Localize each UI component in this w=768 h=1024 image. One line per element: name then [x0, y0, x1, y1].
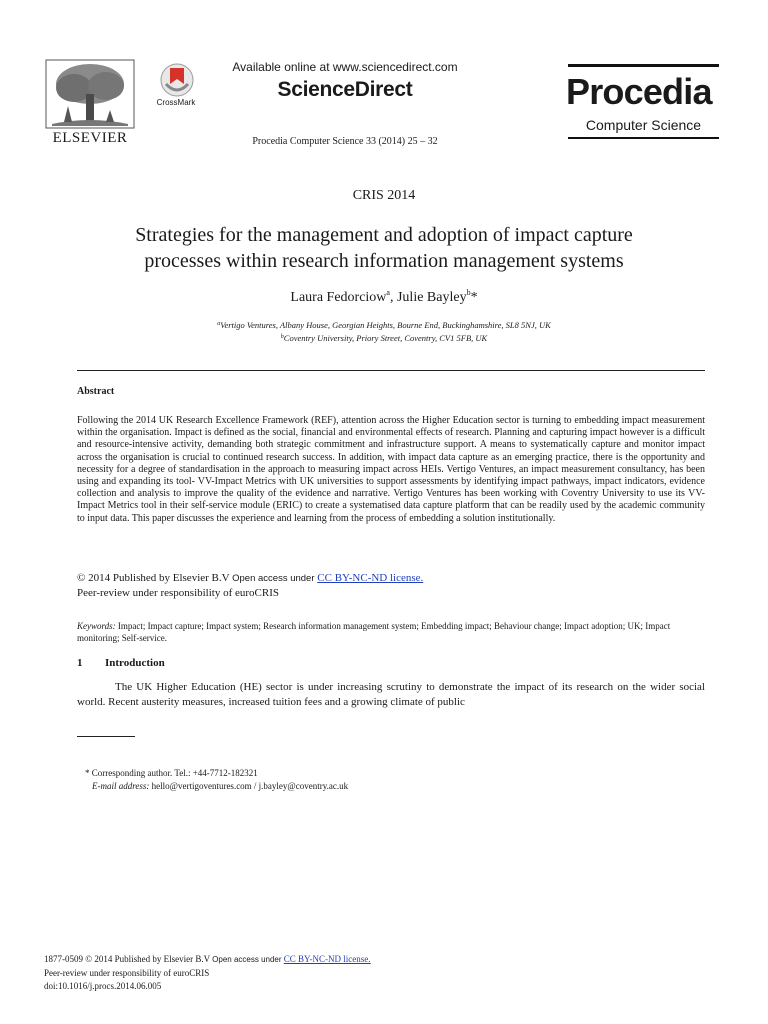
bottom-license-link[interactable]: CC BY-NC-ND license.	[283, 954, 371, 964]
available-online-text: Available online at www.sciencedirect.com	[232, 60, 458, 74]
footnote-email	[92, 781, 348, 791]
author-1-affiliation-mark: a	[386, 288, 390, 297]
section-heading-introduction	[77, 657, 165, 669]
license-link[interactable]: CC BY-NC-ND license.	[317, 572, 424, 584]
email-addresses[interactable]: hello@vertigoventures.com / j.bayley@coventry.ac.uk	[149, 781, 349, 791]
corresponding-author-mark: *	[470, 290, 478, 305]
section-title: Introduction	[105, 657, 165, 669]
footnote-divider	[77, 736, 135, 737]
peer-review-line: Peer-review under responsibility of euroCRIS	[77, 587, 280, 599]
open-access-text: Open access under	[232, 573, 315, 584]
affiliation-b	[0, 333, 768, 343]
section-number: 1	[77, 657, 83, 669]
affiliation-a-text: Vertigo Ventures, Albany House, Georgian Heights, Bourne End, Buckinghamshire, SL8 5NJ, UK	[220, 320, 551, 330]
journal-reference: Procedia Computer Science 33 (2014) 25 – 32	[252, 136, 438, 147]
affiliation-a	[0, 320, 768, 330]
journal-logo-name: Procedia	[566, 71, 712, 112]
copyright-text: © 2014 Published by Elsevier B.V	[77, 572, 230, 584]
journal-logo-subtitle: Computer Science	[585, 117, 702, 133]
conference-name: CRIS 2014	[352, 188, 416, 203]
paper-title-line-2: processes within research information management systems	[144, 250, 624, 272]
introduction-paragraph: The UK Higher Education (HE) sector is under increasing scrutiny to demonstrate the impact of its research on the wider social world. Recent austerity measures, increased tuition fees and a growing climate of public	[77, 681, 705, 708]
doi-line[interactable]: doi:10.1016/j.procs.2014.06.005	[44, 981, 162, 991]
author-2-affiliation-mark: b	[466, 288, 471, 297]
keywords-label: Keywords:	[77, 621, 116, 631]
publisher-name: ELSEVIER	[52, 130, 128, 146]
copyright-line	[77, 572, 423, 584]
sciencedirect-logo-text[interactable]: ScienceDirect	[277, 78, 413, 101]
affiliation-a-mark: a	[217, 321, 221, 327]
keywords-text: Impact; Impact capture; Impact system; Research information management system; Embedding impact; Behaviour change; Impact adoption; UK; Impact monitoring; Self-service.	[77, 621, 671, 643]
keywords	[77, 620, 705, 644]
crossmark-label: CrossMark	[156, 98, 196, 107]
author-2: Julie Bayley	[396, 290, 467, 305]
abstract-body	[77, 415, 705, 525]
paper-title-line-1: Strategies for the management and adoption of impact capture	[135, 224, 633, 246]
abstract-heading: Abstract	[77, 386, 115, 397]
affiliation-b-mark: b	[280, 334, 284, 340]
affiliation-b-text: Coventry University, Priory Street, Coventry, CV1 5FB, UK	[283, 333, 488, 343]
bottom-peer-review: Peer-review under responsibility of euroCRIS	[44, 968, 210, 978]
issn-line	[44, 954, 371, 964]
footnote-corresponding-author: * Corresponding author. Tel.: +44-7712-182321	[85, 768, 258, 778]
abstract-text: Following the 2014 UK Research Excellence Framework (REF), attention across the Higher Education sector is turning to embedding impact measurement within the organisation. Impact is defined as the social, financial and environmental effects of research. Planning and capturing impact however is a difficult and resource-intensive activity, demanding both strategic commitment and infrastructure support. A means to systematically capture and monitor impact across the organisation is crucial to continued research success. In addition, with impact data capture as an emerging practice, there is the opportunity and necessity for a degree of standardisation in the approach to measuring impact across HEIs. Vertigo Ventures, an impact measurement consultancy, has been using and expanding its tool- VV-Impact Metrics with UK universities to support assessments by identifying impact pathways, impact indicators, evidence collection and analysis to improve the quality of the evidence and narrative. Vertigo Ventures has been working with Coventry University to use its VV-Impact Metrics tool in their self-service module (ERIC) to create a systematised data capture platform that can be readily used by the academic community to input data. This paper discusses the experience and learning from the process of embedding a solution institutionally.	[77, 415, 705, 524]
abstract-divider	[77, 370, 705, 371]
paper-title	[60, 222, 708, 274]
procedia-rule-top	[568, 64, 719, 67]
procedia-rule-bottom	[568, 137, 719, 139]
author-1: Laura Fedorciow	[290, 290, 387, 305]
bottom-open-access-text: Open access under	[212, 955, 282, 964]
issn-text: 1877-0509 © 2014 Published by Elsevier B.V	[44, 954, 210, 964]
author-list: Laura Fedorciow$^a$, Julie Bayley$^b$*	[290, 288, 478, 305]
email-label: E-mail address:	[92, 781, 150, 791]
